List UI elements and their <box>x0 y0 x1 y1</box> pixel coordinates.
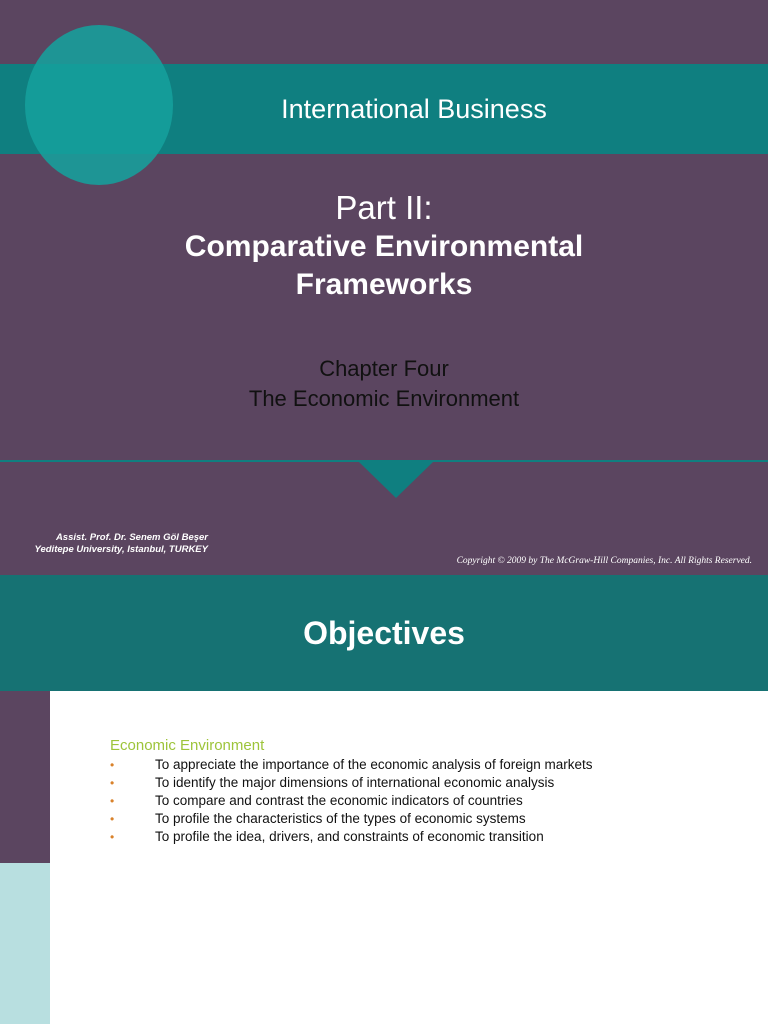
chapter-number: Chapter Four <box>319 356 449 381</box>
author-affiliation: Yeditepe University, Istanbul, TURKEY <box>34 544 208 555</box>
author-info <box>0 532 208 556</box>
triangle-marker <box>359 462 433 498</box>
bullet-icon: • <box>110 830 115 844</box>
objectives-content <box>110 737 750 846</box>
part-subtitle-line2: Frameworks <box>295 268 473 301</box>
course-title: International Business <box>281 93 547 124</box>
side-accent-purple <box>0 691 50 863</box>
list-item: • To profile the idea, drivers, and constraints of economic transition <box>110 829 544 844</box>
part-subtitle-line1: Comparative Environmental <box>184 230 584 263</box>
bullet-icon: • <box>110 812 115 826</box>
list-item: • To compare and contrast the economic indicators of countries <box>110 793 523 808</box>
objectives-list <box>110 756 750 846</box>
objectives-title: Objectives <box>303 614 465 651</box>
chapter-heading <box>0 354 768 414</box>
list-item: • To profile the characteristics of the types of economic systems <box>110 811 526 826</box>
bullet-icon: • <box>110 776 115 790</box>
part-heading <box>0 188 768 304</box>
list-item: • To appreciate the importance of the economic analysis of foreign markets <box>110 757 593 772</box>
side-accent-teal <box>0 863 50 1024</box>
bullet-icon: • <box>110 758 115 772</box>
objectives-slide <box>0 575 768 1024</box>
copyright-notice: Copyright © 2009 by The McGraw-Hill Companies, Inc. All Rights Reserved. <box>456 556 752 566</box>
author-name: Assist. Prof. Dr. Senem Göl Beşer <box>55 532 208 543</box>
objectives-header <box>0 575 768 691</box>
bullet-icon: • <box>110 794 115 808</box>
part-title: Part II: <box>335 189 433 226</box>
list-item: • To identify the major dimensions of international economic analysis <box>110 775 555 790</box>
section-heading: Economic Environment <box>110 737 265 754</box>
chapter-title: The Economic Environment <box>248 386 520 411</box>
